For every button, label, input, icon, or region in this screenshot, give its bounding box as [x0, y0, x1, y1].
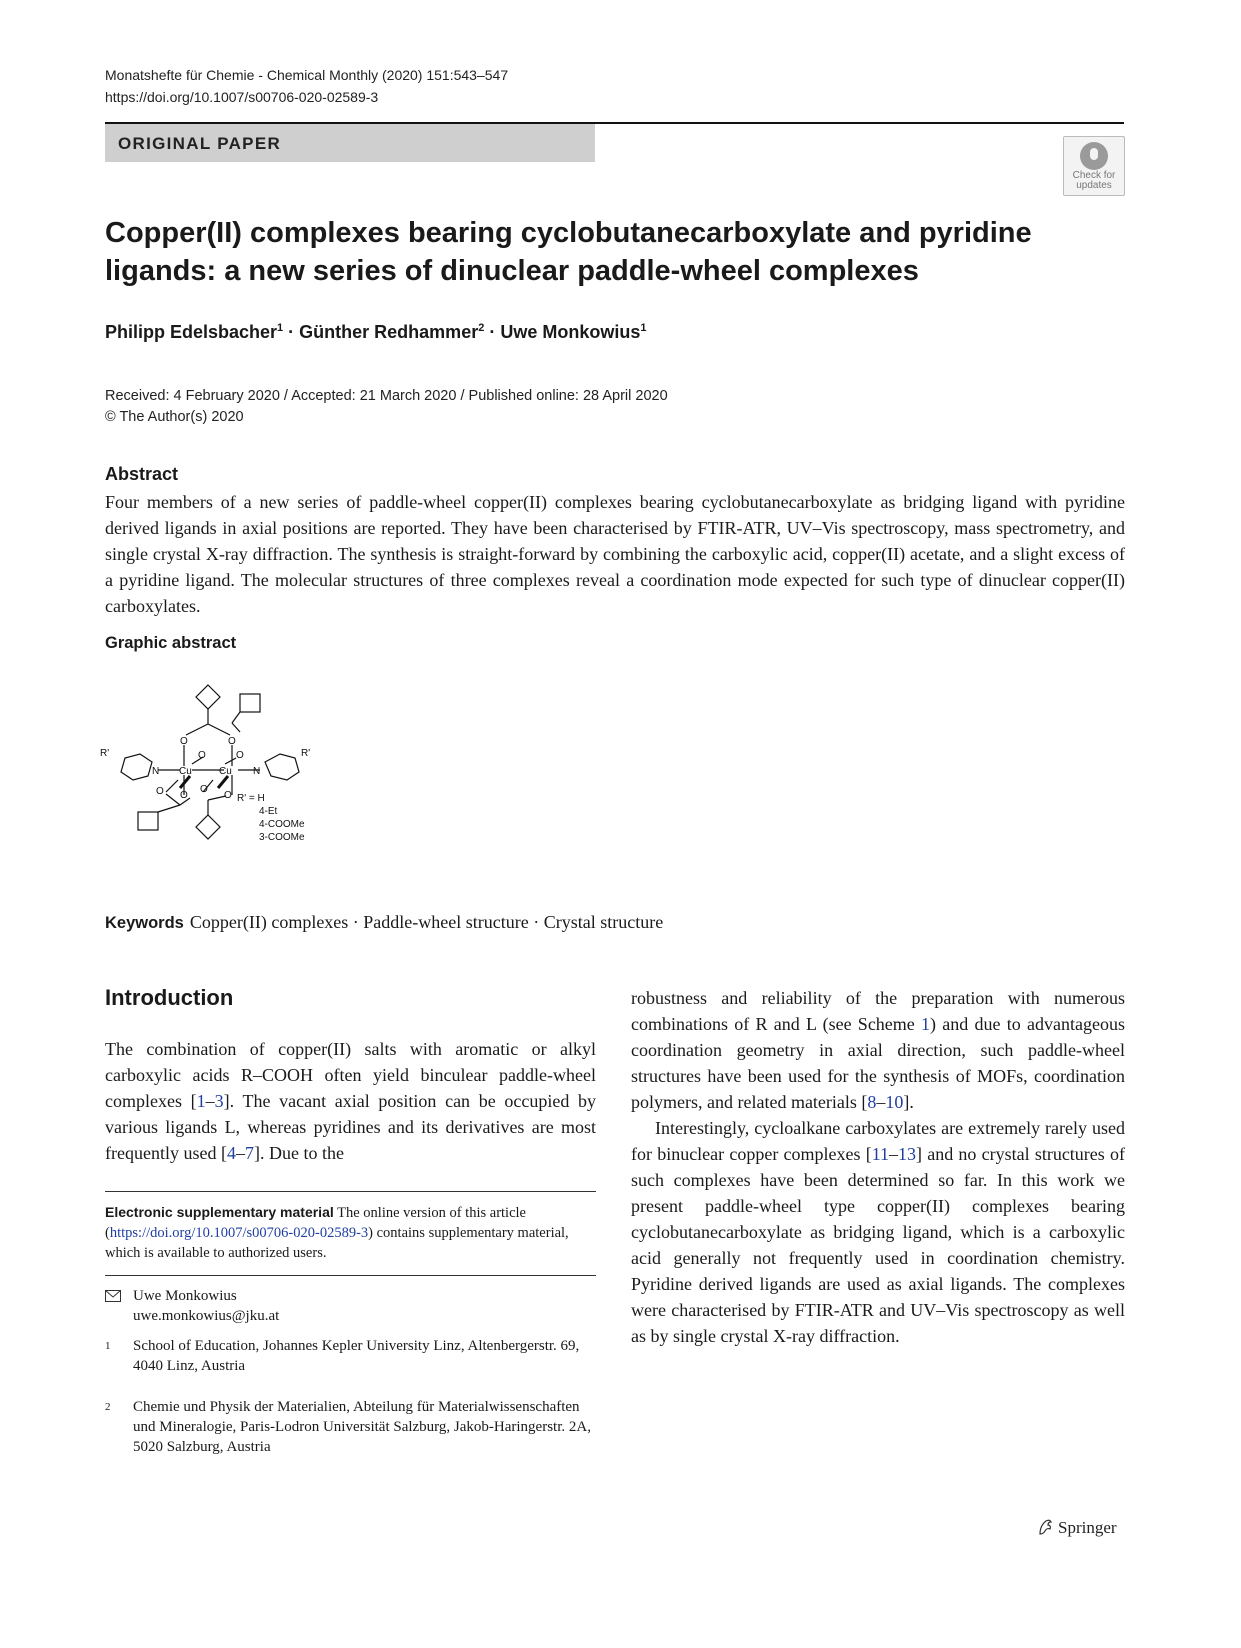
affiliation-text: Chemie und Physik der Materialien, Abteilung für Materialwissenschaften und Mineralogie, Paris-Lodron Universität Salzburg, Jakob-Haringerstr. 2A, 5020 Salzburg, Austria — [133, 1399, 591, 1455]
author-name[interactable]: Uwe Monkowius — [500, 322, 641, 342]
author-list — [105, 322, 646, 343]
paragraph-text: ]. The vacant axial position can be occupied by various ligands L, whereas pyridines and its derivatives are most frequently used [ — [105, 1091, 597, 1163]
citation-link[interactable]: 3 — [214, 1091, 224, 1111]
cu-label-2: Cu — [219, 766, 232, 777]
springer-horse-icon — [1036, 1518, 1054, 1536]
scheme-link[interactable]: 1 — [921, 1014, 931, 1034]
n-left-label: N — [152, 766, 160, 777]
r-legend-line: 4-Et — [259, 806, 278, 817]
range-dash: – — [235, 1143, 245, 1163]
author-affiliation: 1 — [277, 322, 284, 334]
check-updates-line2: updates — [1076, 180, 1112, 191]
paragraph-text: Interestingly, cycloalkane carboxylates are extremely rarely used for binuclear copper complexes [ — [631, 1118, 1125, 1164]
keywords-text: Copper(II) complexes · Paddle-wheel structure · Crystal structure — [189, 912, 664, 932]
history-dates: Received: 4 February 2020 / Accepted: 21 March 2020 / Published online: 28 April 2020 — [105, 388, 668, 404]
paragraph-text: robustness and reliability of the preparation with numerous combinations of R and L (see Scheme — [631, 988, 1125, 1034]
range-dash: – — [876, 1092, 886, 1112]
footnote-rule — [105, 1275, 596, 1276]
paragraph-text: ) and due to advantageous coordination geometry in axial direction, such paddle-wheel structures have been used for the synthesis of MOFs, coordination polymers, and related materials [ — [631, 1014, 1126, 1112]
r-left-label: R' — [100, 748, 110, 759]
author-name[interactable]: Philipp Edelsbacher — [105, 322, 278, 342]
contact-name: Uwe Monkowius — [133, 1288, 237, 1304]
author-separator: · — [283, 322, 300, 342]
author-affiliation: 2 — [478, 322, 485, 334]
publisher-logo — [1036, 1518, 1117, 1538]
author-separator: · — [484, 322, 501, 342]
author-name[interactable]: Günther Redhammer — [299, 322, 479, 342]
o-label: O — [200, 784, 208, 795]
esm-doi-link[interactable]: https://doi.org/10.1007/s00706-020-02589-3 — [109, 1225, 369, 1241]
envelope-icon — [105, 1290, 121, 1302]
o-label: O — [180, 790, 188, 801]
n-right-label: N — [253, 766, 261, 777]
affiliation-number: 2 — [105, 1401, 111, 1413]
intro-left-paragraph — [105, 1036, 596, 1166]
affiliation-1 — [105, 1336, 596, 1376]
footnote-rule — [105, 1191, 596, 1192]
citation-link[interactable]: 11 — [871, 1144, 890, 1164]
citation-link[interactable]: 7 — [244, 1143, 254, 1163]
citation-link[interactable]: 4 — [226, 1143, 236, 1163]
r-legend-line: R' = H — [237, 793, 265, 804]
publisher-name: Springer — [1058, 1518, 1117, 1537]
intro-paragraph — [631, 985, 1125, 1115]
esm-text: ) contains supplementary material, which is available to authorized users. — [105, 1225, 569, 1261]
affiliation-number: 1 — [105, 1340, 111, 1352]
author-affiliation: 1 — [640, 322, 647, 334]
o-label: O — [180, 736, 188, 747]
contact-email[interactable]: uwe.monkowius@jku.at — [133, 1308, 280, 1324]
citation-link[interactable]: 10 — [885, 1092, 904, 1112]
abstract-text: Four members of a new series of paddle-wheel copper(II) complexes bearing cyclobutanecarboxylate as bridging ligand with pyridine derived ligands in axial positions are reported. They have been characterised by FTIR-ATR, UV–Vis spectroscopy, mass spectrometry, and single crystal X-ray diffraction. The synthesis is straight-forward by combining the carboxylic acid, copper(II) acetate, and a slight excess of a pyridine ligand. The molecular structures of three complexes reveal a coordination mode expected for such type of dinuclear copper(II) carboxylates. — [105, 492, 1125, 616]
paragraph-text: ]. — [903, 1092, 914, 1112]
range-dash: – — [889, 1144, 899, 1164]
journal-citation: Monatshefte für Chemie - Chemical Monthly (2020) 151:543–547 — [105, 67, 509, 83]
introduction-heading: Introduction — [105, 985, 234, 1010]
esm-note — [105, 1202, 596, 1263]
citation-link[interactable]: 8 — [867, 1092, 877, 1112]
affiliation-text: School of Education, Johannes Kepler University Linz, Altenbergerstr. 69, 4040 Linz, Austria — [133, 1338, 580, 1374]
check-updates-line1: Check for — [1072, 170, 1116, 181]
o-label: O — [198, 750, 206, 761]
intro-right-column — [631, 985, 1125, 1349]
section-label: ORIGINAL PAPER — [118, 134, 282, 153]
o-label: O — [156, 786, 164, 797]
paper-title: Copper(II) complexes bearing cyclobutanecarboxylate and pyridine ligands: a new series of dinuclear paddle-wheel complexes — [105, 217, 1032, 287]
bookmark-icon — [1080, 142, 1108, 170]
copyright: © The Author(s) 2020 — [105, 409, 244, 425]
paragraph-text: ] and no crystal structures of such complexes have been determined so far. In this work we present paddle-wheel type copper(II) complexes bearing cyclobutanecarboxylate as bridging ligand, which is a carboxylic acid generally not frequently used in coordination chemistry. Pyridine derived ligands are used as axial ligands. The complexes were characterised by FTIR-ATR and UV–Vis spectroscopy as well as by single crystal X-ray diffraction. — [631, 1144, 1125, 1346]
keywords-label: Keywords — [105, 914, 184, 932]
o-label: O — [236, 750, 244, 761]
esm-label: Electronic supplementary material — [105, 1204, 334, 1220]
esm-text: The online version of this article ( — [105, 1205, 526, 1241]
r-legend-line: 3-COOMe — [259, 832, 305, 843]
abstract-heading: Abstract — [105, 464, 179, 484]
range-dash: – — [205, 1091, 215, 1111]
keywords — [105, 912, 663, 933]
citation-link[interactable]: 13 — [898, 1144, 917, 1164]
check-for-updates-badge[interactable] — [1063, 136, 1125, 196]
corresponding-author — [105, 1286, 279, 1326]
affiliation-2 — [105, 1397, 596, 1457]
r-right-label: R' — [301, 748, 311, 759]
intro-paragraph — [631, 1115, 1125, 1349]
graphic-abstract-heading: Graphic abstract — [105, 634, 237, 652]
citation-link[interactable]: 1 — [196, 1091, 206, 1111]
r-legend-line: 4-COOMe — [259, 819, 305, 830]
journal-header — [105, 64, 508, 108]
cu-label-1: Cu — [179, 766, 192, 777]
paragraph-text: The combination of copper(II) salts with aromatic or alkyl carboxylic acids R–COOH often yield binculear paddle-wheel complexes [ — [105, 1039, 596, 1111]
o-label: O — [224, 790, 232, 801]
doi-line[interactable]: https://doi.org/10.1007/s00706-020-02589-3 — [105, 89, 379, 105]
publication-dates — [105, 386, 668, 428]
o-label: O — [228, 736, 236, 747]
paragraph-text: ]. Due to the — [253, 1143, 344, 1163]
paddle-wheel-structure-figure — [100, 680, 340, 870]
